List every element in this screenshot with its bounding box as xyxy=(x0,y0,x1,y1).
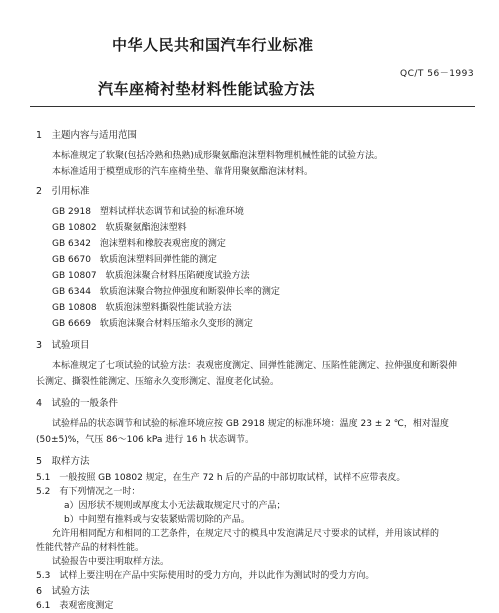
section-heading: 6 试验方法 xyxy=(36,586,90,597)
list-item: b）中间塑有推料或与安装紧贴需切除的产品。 xyxy=(64,515,250,525)
section-heading: 1 主题内容与适用范围 xyxy=(36,130,138,141)
paragraph: 本标准规定了软聚(包括冷熟和热熟)成形聚氨酯泡沫塑料物理机械性能的试验方法。 xyxy=(52,151,384,161)
reference-item: GB 2918 塑料试样状态调节和试验的标准环境 xyxy=(52,207,244,217)
clause-item: 5.1 一般按照 GB 10802 规定，在生产 72 h 后的产品的中部切取试样，试样不应带表皮。 xyxy=(36,473,406,483)
reference-item: GB 6342 泡沫塑料和橡胶表观密度的测定 xyxy=(52,239,226,249)
clause-item: 5.3 试样上要注明在产品中实际使用时的受力方向，并以此作为测试时的受力方向。 xyxy=(36,571,375,581)
paragraph: 允许用相同配方和相同的工艺条件，在规定尺寸的模具中发泡满足尺寸要求的试样，并用该试样的 xyxy=(52,529,440,539)
section-heading: 3 试验项目 xyxy=(36,340,90,351)
list-item: a）因形状不规则或厚度太小无法裁取规定尺寸的产品； xyxy=(64,501,286,511)
reference-item: GB 10802 软质聚氨酯泡沫塑料 xyxy=(52,223,187,233)
paragraph: (50±5)%，气压 86～106 kPa 进行 16 h 状态调节。 xyxy=(36,435,254,445)
title-divider xyxy=(30,106,475,107)
section-heading: 5 取样方法 xyxy=(36,456,90,467)
paragraph: 试验报告中要注明取样方法。 xyxy=(52,557,170,567)
clause-item: 6.1 表观密度测定 xyxy=(36,601,114,611)
reference-item: GB 10807 软质泡沫聚合材料压陷硬度试验方法 xyxy=(52,271,250,281)
paragraph: 性能代替产品的材料性能。 xyxy=(36,543,145,553)
reference-item: GB 6344 软质泡沫聚合物拉伸强度和断裂伸长率的测定 xyxy=(52,287,280,297)
industry-standard-label: 中华人民共和国汽车行业标准 xyxy=(112,36,314,54)
paragraph: 长测定、撕裂性能测定、压缩永久变形测定、湿度老化试验。 xyxy=(36,377,280,387)
reference-item: GB 10808 软质泡沫塑料撕裂性能试验方法 xyxy=(52,303,232,313)
reference-item: GB 6669 软质泡沫聚合材料压缩永久变形的测定 xyxy=(52,319,253,329)
document-title: 汽车座椅衬垫材料性能试验方法 xyxy=(98,80,316,98)
paragraph: 试验样品的状态调节和试验的标准环境应按 GB 2918 规定的标准环境：温度 23 ± 2 ℃，相对湿度 xyxy=(52,419,449,429)
clause-item: 5.2 有下列情况之一时： xyxy=(36,487,141,497)
section-heading: 2 引用标准 xyxy=(36,186,90,197)
reference-item: GB 6670 软质泡沫塑料回弹性能的测定 xyxy=(52,255,217,265)
section-heading: 4 试验的一般条件 xyxy=(36,398,119,409)
paragraph: 本标准规定了七项试验的试验方法：表观密度测定、回弹性能测定、压陷性能测定、拉伸强度和断裂伸 xyxy=(52,361,458,371)
standard-code: QC/T 56－1993 xyxy=(400,69,475,79)
paragraph: 本标准适用于模塑成形的汽车座椅坐垫、靠背用聚氨酯泡沫材料。 xyxy=(52,167,314,177)
